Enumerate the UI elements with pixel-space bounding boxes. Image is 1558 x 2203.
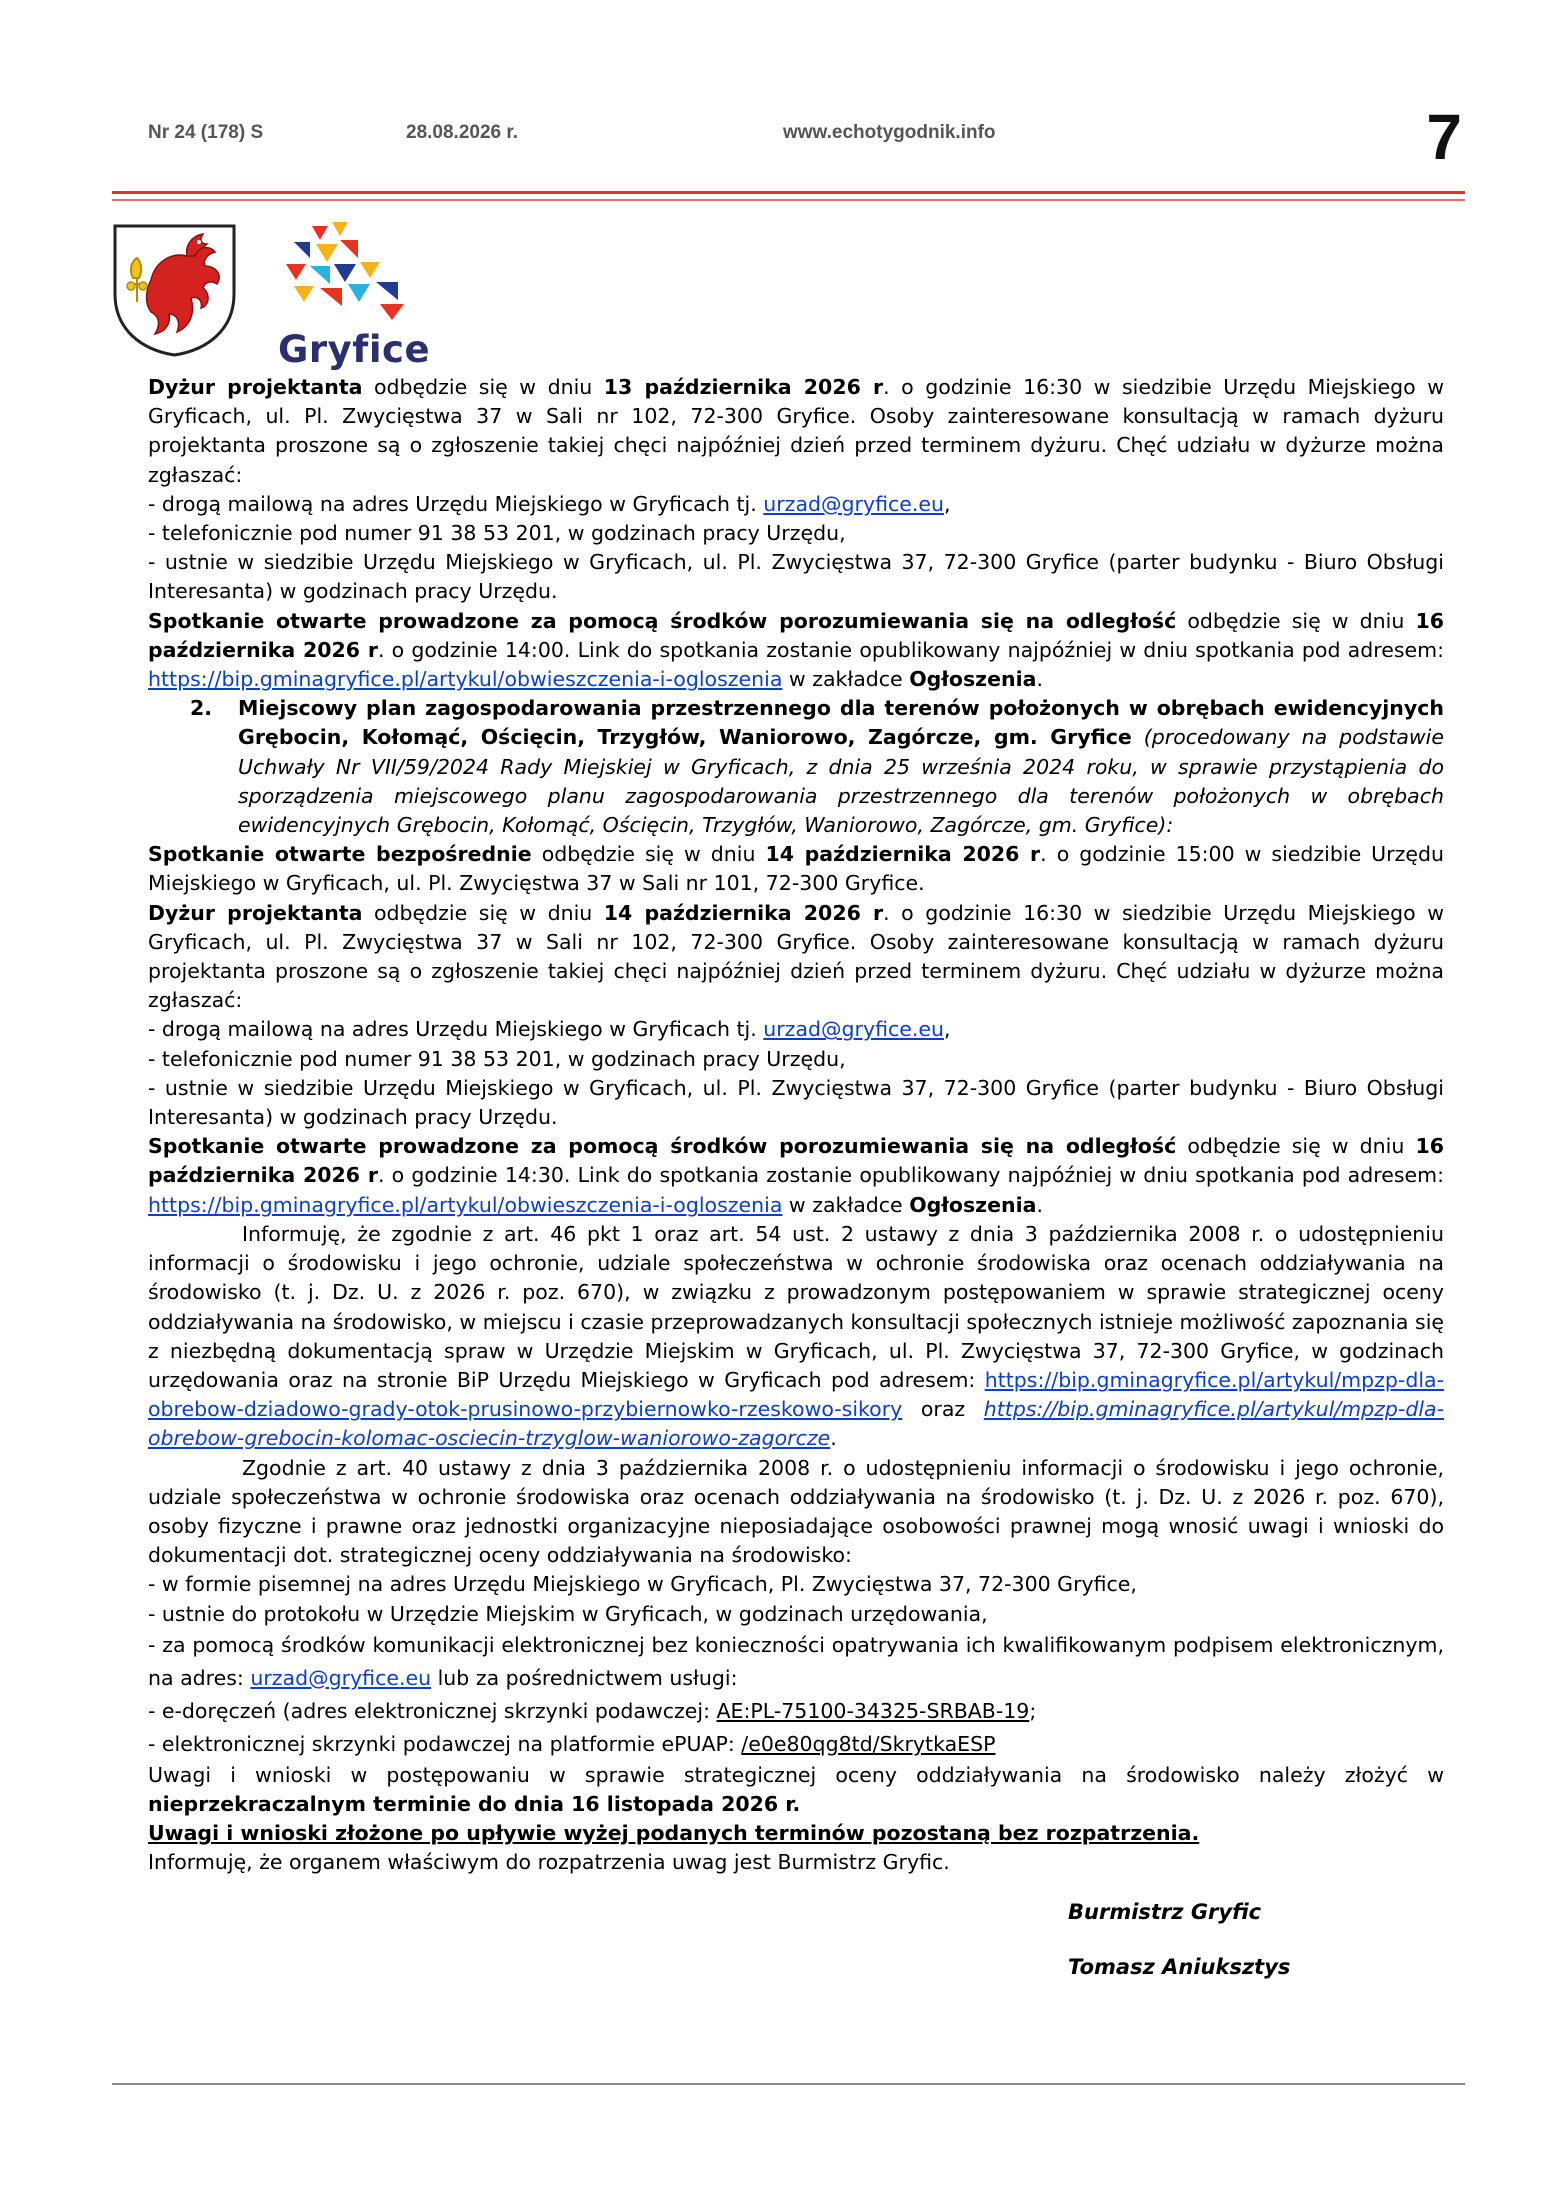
paragraph: - drogą mailową na adres Urzędu Miejskiego w Gryficach tj. urzad@gryfice.eu, [148, 491, 951, 516]
gryfice-mark-icon [280, 222, 430, 326]
signature-name: Tomasz Aniuksztys [1068, 1955, 1291, 1979]
paragraph: - telefonicznie pod numer 91 38 53 201, w godzinach pracy Urzędu, [148, 1046, 846, 1071]
paragraph: - e-doręczeń (adres elektronicznej skrzynki podawczej: AE:PL-75100-34325-SRBAB-19; [148, 1698, 1037, 1723]
footer-rule [112, 2083, 1465, 2085]
paragraph: Zgodnie z art. 40 ustawy z dnia 3 października 2008 r. o udostępnieniu informacji o środowisku i jego ochronie, udziale społeczeństwa w ochronie środowiska oraz ocenach oddziaływania na środowisko (t. j. Dz. U. z 2026 r. poz. 670), osoby fizyczne i prawne oraz jednostki organizacyjne nieposiadające osobowości prawnej mogą wnosić uwagi i wnioski do dokumentacji dot. strategicznej oceny oddziaływania na środowisko: [148, 1455, 1444, 1568]
email-link[interactable]: urzad@gryfice.eu [250, 1665, 432, 1690]
bip-link[interactable]: https://bip.gminagryfice.pl/artykul/obwieszczenia-i-ogloszenia [148, 667, 783, 692]
edoreczenia-address: AE:PL-75100-34325-SRBAB-19 [716, 1698, 1030, 1723]
paragraph: - drogą mailową na adres Urzędu Miejskiego w Gryficach tj. urzad@gryfice.eu, [148, 1017, 951, 1042]
paragraph: Uwagi i wnioski w postępowaniu w sprawie strategicznej oceny oddziaływania na środowisko należy złożyć w nieprzekraczalnym terminie do dnia 16 listopada 2026 r. [148, 1762, 1444, 1816]
paragraph: Dyżur projektanta odbędzie się w dniu 14 października 2026 r. o godzinie 16:30 w siedzibie Urzędu Miejskiego w Gryficach, ul. Pl. Zwycięstwa 37 w Sali nr 102, 72-300 Gryfice. Osoby zainteresowane konsultacją w ramach dyżuru projektanta proszone są o zgłoszenie takiej chęci najpóźniej dzień przed terminem dyżuru. Chęć udziału w dyżurze można zgłaszać: [148, 900, 1444, 1013]
header-rule-bottom [112, 199, 1465, 201]
paragraph: Informuję, że zgodnie z art. 46 pkt 1 oraz art. 54 ust. 2 ustawy z dnia 3 października 2008 r. o udostępnieniu informacji o środowisku i jego ochronie, udziale społeczeństwa w ochronie środowiska oraz ocenach oddziaływania na środowisko (t. j. Dz. U. z 2026 r. poz. 670), w związku z prowadzonym postępowaniem w sprawie strategicznej oceny oddziaływania na środowisko, w miejscu i czasie przeprowadzanych konsultacji społecznych istnieje możliwość zapoznania się z niezbędną dokumentacją spraw w Urzędzie Miejskim w Gryficach, ul. Pl. Zwycięstwa 37, 72-300 Gryfice, w godzinach urzędowania oraz na stronie BiP Urzędu Miejskiego w Gryficach pod adresem: https://bip.gminagryfice.pl/artykul/mpzp-dla-obrebow-dziadowo-grady-otok-prusinowo-przybiernowko-rzeskowo-sikory oraz https://bip.gminagryfice.pl/artykul/mpzp-dla-obrebow-grebocin-kolomac-osciecin-trzyglow-waniorowo-zagorcze. [148, 1221, 1444, 1451]
issue-number: Nr 24 (178) S [148, 122, 264, 143]
header-rule-top [112, 191, 1465, 194]
logo-text: Gryfice [278, 328, 431, 371]
paragraph: Spotkanie otwarte prowadzone za pomocą środków porozumiewania się na odległość odbędzie się w dniu 16 października 2026 r. o godzinie 14:30. Link do spotkania zostanie opublikowany najpóźniej w dniu spotkania pod adresem: https://bip.gminagryfice.pl/artykul/obwieszczenia-i-ogloszenia w zakładce Ogłoszenia. [148, 1134, 1444, 1217]
paragraph: - ustnie do protokołu w Urzędzie Miejskim w Gryficach, w godzinach urzędowania, [148, 1601, 988, 1626]
bip-link[interactable]: https://bip.gminagryfice.pl/artykul/obwieszczenia-i-ogloszenia [148, 1192, 783, 1217]
paragraph: - ustnie w siedzibie Urzędu Miejskiego w Gryficach, ul. Pl. Zwycięstwa 37, 72-300 Gryfice (parter budynku - Biuro Obsługi Interesanta) w godzinach pracy Urzędu. [148, 1075, 1444, 1130]
email-link[interactable]: urzad@gryfice.eu [763, 1017, 945, 1042]
email-link[interactable]: urzad@gryfice.eu [763, 491, 945, 516]
paragraph: - elektronicznej skrzynki podawczej na platformie ePUAP: /e0e80qg8td/SkrytkaESP [148, 1731, 996, 1756]
bip-mpzp-link-2[interactable]: https://bip.gminagryfice.pl/artykul/mpzp-dla-obrebow-grebocin-kolomac-osciecin-trzyglow-waniorowo-zagorcze [148, 1397, 1444, 1451]
paragraph: - w formie pisemnej na adres Urzędu Miejskiego w Gryficach, Pl. Zwycięstwa 37, 72-300 Gryfice, [148, 1572, 1137, 1597]
list-item-2: 2. Miejscowy plan zagospodarowania przestrzennego dla terenów położonych w obrębach ewidencyjnych Grębocin, Kołomąć, Ościęcin, Trzygłów, Waniorowo, Zagórcze, gm. Gryfice (procedowany na podstawie Uchwały Nr VII/59/2024 Rady Miejskiej w Gryficach, z dnia 25 września 2024 roku, w sprawie przystąpienia do sporządzenia miejscowego planu zagospodarowania przestrzennego dla terenów położonych w obrębach ewidencyjnych Grębocin, Kołomąć, Ościęcin, Trzygłów, Waniorowo, Zagórcze, gm. Gryfice): [190, 696, 1444, 838]
paragraph: Spotkanie otwarte bezpośrednie odbędzie się w dniu 14 października 2026 r. o godzinie 15:00 w siedzibie Urzędu Miejskiego w Gryficach, ul. Pl. Zwycięstwa 37 w Sali nr 101, 72-300 Gryfice. [148, 842, 1444, 896]
paragraph: Dyżur projektanta odbędzie się w dniu 13 października 2026 r. o godzinie 16:30 w siedzibie Urzędu Miejskiego w Gryficach, ul. Pl. Zwycięstwa 37 w Sali nr 102, 72-300 Gryfice. Osoby zainteresowane konsultacją w ramach dyżuru projektanta proszone są o zgłoszenie takiej chęci najpóźniej dzień przed terminem dyżuru. Chęć udziału w dyżurze można zgłaszać: [148, 375, 1444, 487]
gryfice-logo [278, 222, 431, 371]
article-body [148, 373, 1444, 1878]
epuap-address: /e0e80qg8td/SkrytkaESP [741, 1731, 996, 1756]
paragraph: Informuję, że organem właściwym do rozpatrzenia uwag jest Burmistrz Gryfic. [148, 1850, 950, 1875]
website-url[interactable]: www.echotygodnik.info [783, 122, 996, 143]
issue-date: 28.08.2026 r. [406, 122, 518, 143]
page-number: 7 [1426, 101, 1462, 173]
paragraph: - za pomocą środków komunikacji elektronicznej bez konieczności opatrywania ich kwalifikowanym podpisem elektronicznym, na adres: urzad@gryfice.eu lub za pośrednictwem usługi: [148, 1632, 1444, 1690]
paragraph: - ustnie w siedzibie Urzędu Miejskiego w Gryficach, ul. Pl. Zwycięstwa 37, 72-300 Gryfice (parter budynku - Biuro Obsługi Interesanta) w godzinach pracy Urzędu. [148, 550, 1444, 604]
signature-title: Burmistrz Gryfic [1068, 1900, 1262, 1924]
paragraph: Uwagi i wnioski złożone po upływie wyżej podanych terminów pozostaną bez rozpatrzenia. [148, 1821, 1200, 1846]
bip-mpzp-link-1[interactable]: https://bip.gminagryfice.pl/artykul/mpzp-dla-obrebow-dziadowo-grady-otok-prusinowo-przybiernowko-rzeskowo-sikory [148, 1367, 1444, 1422]
coat-of-arms-icon [111, 222, 238, 358]
paragraph: - telefonicznie pod numer 91 38 53 201, w godzinach pracy Urzędu, [148, 521, 846, 546]
paragraph: Spotkanie otwarte prowadzone za pomocą środków porozumiewania się na odległość odbędzie się w dniu 16 października 2026 r. o godzinie 14:00. Link do spotkania zostanie opublikowany najpóźniej w dniu spotkania pod adresem: https://bip.gminagryfice.pl/artykul/obwieszczenia-i-ogloszenia w zakładce Ogłoszenia. [148, 608, 1444, 692]
